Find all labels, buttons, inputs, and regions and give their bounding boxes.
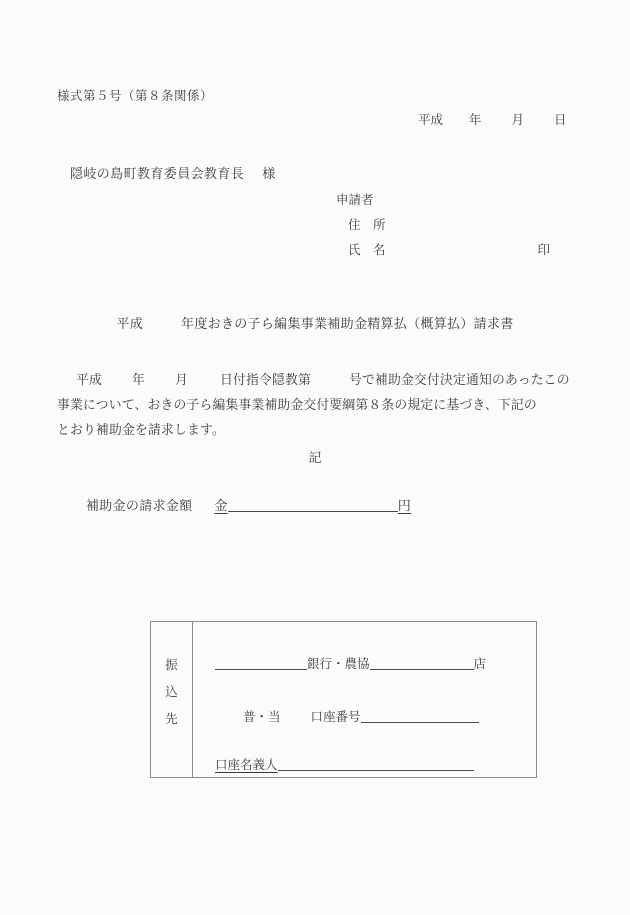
bank-name-blank[interactable] bbox=[215, 669, 307, 670]
addressee-honorific: 様 bbox=[262, 166, 276, 181]
body-line-3: とおり補助金を請求します。 bbox=[57, 423, 225, 437]
amount-currency-suffix: 円 bbox=[397, 498, 412, 513]
date-month-unit: 月 bbox=[511, 113, 525, 127]
transfer-header-char-1: 振 bbox=[165, 658, 178, 672]
applicant-name-label: 氏 名 bbox=[348, 243, 386, 257]
date-year-unit: 年 bbox=[469, 113, 482, 127]
account-type-label[interactable]: 普・当 bbox=[243, 710, 281, 724]
applicant-address-label: 住 所 bbox=[348, 218, 386, 232]
body-paragraph bbox=[57, 368, 573, 443]
amount-line bbox=[86, 495, 411, 514]
transfer-header-char-3: 先 bbox=[165, 712, 178, 726]
date-line bbox=[418, 110, 567, 128]
applicant-block bbox=[336, 188, 550, 263]
ki-marker: 記 bbox=[308, 450, 322, 465]
applicant-address-row bbox=[336, 213, 550, 238]
seal-mark: 印 bbox=[537, 243, 551, 257]
transfer-destination-table bbox=[150, 621, 537, 778]
account-number-row bbox=[215, 707, 479, 725]
bank-name-row bbox=[215, 654, 486, 672]
body-line1-tail: 号で補助金交付決定通知のあったこの bbox=[348, 373, 570, 387]
body-line-2: 事業について、おきの子ら編集事業補助金交付要綱第８条の規定に基づき、下記の bbox=[57, 398, 537, 412]
title-era: 平成 bbox=[116, 316, 144, 331]
account-holder-blank[interactable] bbox=[278, 770, 474, 771]
transfer-body-cell bbox=[193, 622, 536, 777]
form-number: 様式第５号（第８条関係） bbox=[57, 89, 214, 103]
date-day-unit: 日 bbox=[554, 113, 567, 127]
date-era: 平成 bbox=[418, 113, 444, 127]
amount-label: 補助金の請求金額 bbox=[86, 498, 193, 513]
body-month-unit: 月 bbox=[175, 373, 188, 387]
amount-currency-prefix: 金 bbox=[214, 498, 228, 513]
addressee-name: 隠岐の島町教育委員会教育長 bbox=[70, 166, 245, 181]
account-number-label: 口座番号 bbox=[310, 710, 361, 724]
applicant-name-row bbox=[336, 238, 550, 263]
body-year-unit: 年 bbox=[132, 373, 145, 387]
body-era: 平成 bbox=[76, 373, 102, 387]
account-number-blank[interactable] bbox=[361, 722, 479, 723]
amount-blank-field[interactable] bbox=[228, 511, 398, 512]
transfer-header-cell bbox=[151, 622, 193, 777]
title-rest: 年度おきの子ら編集事業補助金精算払（概算払）請求書 bbox=[181, 316, 514, 331]
account-holder-label: 口座名義人 bbox=[215, 758, 278, 772]
account-holder-row bbox=[215, 755, 474, 773]
branch-label: 店 bbox=[473, 657, 487, 671]
addressee-line bbox=[70, 163, 276, 182]
body-line-1 bbox=[57, 368, 573, 393]
applicant-heading: 申請者 bbox=[336, 193, 374, 207]
document-title bbox=[0, 313, 630, 332]
body-order-label: 日付指令隠教第 bbox=[220, 373, 311, 387]
branch-name-blank[interactable] bbox=[370, 669, 474, 670]
bank-label: 銀行・農協 bbox=[307, 657, 370, 671]
transfer-header-char-2: 込 bbox=[165, 685, 178, 699]
